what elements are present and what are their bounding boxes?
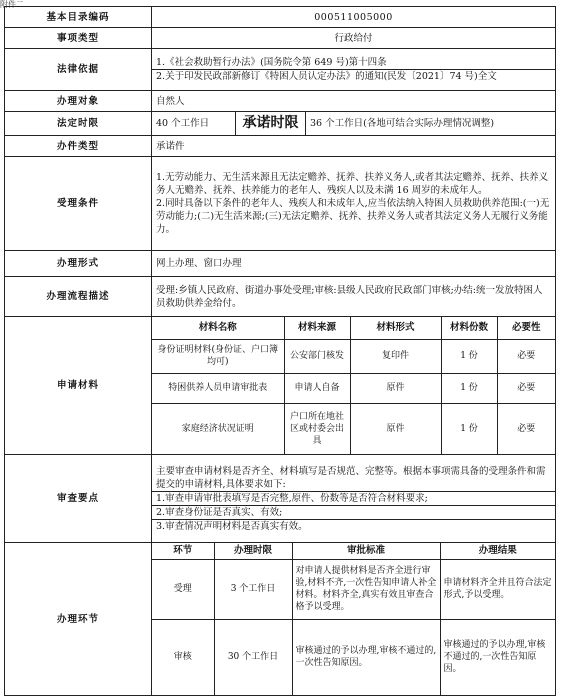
row-process-description xyxy=(5,277,556,317)
material-required: 必要 xyxy=(497,373,555,403)
label-case-type: 办件类型 xyxy=(5,136,152,157)
row-handling-steps xyxy=(5,543,556,696)
label-legal-basis: 法律依据 xyxy=(5,49,152,91)
row-application-materials xyxy=(5,317,556,455)
material-name: 家庭经济状况证明 xyxy=(152,403,284,454)
step-result: 审核通过的予以办理,审核不通过的,一次性告知原因。 xyxy=(440,619,555,695)
label-target: 办理对象 xyxy=(5,91,152,112)
label-review-points: 审查要点 xyxy=(5,455,152,543)
steps-table xyxy=(152,543,555,695)
page-header-fragment: 附件二 xyxy=(0,0,24,9)
material-name: 身份证明材料(身份证、户口簿均可) xyxy=(152,339,284,373)
materials-header-source: 材料来源 xyxy=(284,317,350,339)
row-target xyxy=(5,91,556,112)
steps-header-row xyxy=(152,543,555,559)
value-legal-time-limit: 40 个工作日 xyxy=(152,112,236,136)
step-time: 3 个工作日 xyxy=(214,559,292,619)
row-basic-code xyxy=(5,7,556,28)
row-acceptance-conditions xyxy=(5,157,556,251)
review-point-2: 2.审查身份证是否真实、有效; xyxy=(152,505,555,519)
materials-header-count: 材料份数 xyxy=(441,317,497,339)
steps-header-standard: 审批标准 xyxy=(292,543,440,559)
value-case-type: 承诺件 xyxy=(152,136,556,157)
row-time-limit xyxy=(5,112,556,136)
row-case-type xyxy=(5,136,556,157)
value-process-description: 受理:乡镇人民政府、街道办事处受理;审核:县级人民政府民政部门审核;办结:统一发放特困人员救助供养金给付。 xyxy=(152,277,556,317)
material-form: 原件 xyxy=(350,403,441,454)
label-acceptance-conditions: 受理条件 xyxy=(5,157,152,251)
step-result: 申请材料齐全并且符合法定形式,予以受理。 xyxy=(440,559,555,619)
materials-header-row xyxy=(152,317,555,339)
legal-basis-line-2: 2.关于印发民政部新修订《特困人员认定办法》的通知(民发〔2021〕74 号)全文 xyxy=(152,69,555,83)
label-item-type: 事项类型 xyxy=(5,28,152,49)
label-basic-code: 基本目录编码 xyxy=(5,7,152,28)
material-name: 特困供养人员申请审批表 xyxy=(152,373,284,403)
review-point-3: 3.审查情况声明材料是否真实有效。 xyxy=(152,519,555,533)
step-standard: 对申请人提供材料是否齐全进行审验,材料不齐,一次性告知申请人补全材料。材料齐全,真实有效且审查合格予以受理。 xyxy=(292,559,440,619)
table-row xyxy=(152,373,555,403)
steps-header-step: 环节 xyxy=(152,543,214,559)
material-count: 1 份 xyxy=(441,373,497,403)
value-promise-time-limit: 36 个工作日(各地可结合实际办理情况调整) xyxy=(306,112,556,136)
review-point-1: 1.审查申请审批表填写是否完整,原件、份数等是否符合材料要求; xyxy=(152,491,555,505)
legal-basis-line-1: 1.《社会救助暂行办法》(国务院令第 649 号)第十四条 xyxy=(156,57,387,68)
row-item-type xyxy=(5,28,556,49)
material-count: 1 份 xyxy=(441,403,497,454)
value-item-type: 行政给付 xyxy=(152,28,556,49)
label-handling-steps: 办理环节 xyxy=(5,543,152,696)
materials-table xyxy=(152,317,555,454)
step-standard: 审核通过的予以办理,审核不通过的,一次性告知原因。 xyxy=(292,619,440,695)
label-handling-form: 办理形式 xyxy=(5,251,152,277)
row-handling-form xyxy=(5,251,556,277)
material-form: 复印件 xyxy=(350,339,441,373)
table-row xyxy=(152,559,555,619)
materials-header-form: 材料形式 xyxy=(350,317,441,339)
table-row xyxy=(152,339,555,373)
steps-header-time: 办理时限 xyxy=(214,543,292,559)
value-handling-form: 网上办理、窗口办理 xyxy=(152,251,556,277)
material-form: 原件 xyxy=(350,373,441,403)
material-count: 1 份 xyxy=(441,339,497,373)
material-source: 户口所在地社区或村委会出具 xyxy=(284,403,350,454)
value-acceptance-conditions xyxy=(152,157,556,251)
value-basic-code: 000511005000 xyxy=(152,7,556,28)
service-info-table xyxy=(4,6,556,696)
step-name: 审核 xyxy=(152,619,214,695)
value-review-points xyxy=(152,455,556,543)
material-source: 申请人自备 xyxy=(284,373,350,403)
table-row xyxy=(152,619,555,695)
label-promise-time-limit: 承诺时限 xyxy=(236,112,306,136)
material-source: 公安部门核发 xyxy=(284,339,350,373)
steps-header-result: 办理结果 xyxy=(440,543,555,559)
value-target: 自然人 xyxy=(152,91,556,112)
condition-2: 2.同时具备以下条件的老年人、残疾人和未成年人,应当依法纳入特困人员救助供养范围:(一)无劳动能力;(二)无生活来源;(三)无法定赡养、抚养、扶养义务人或者其法定义务人无履行义务能力。 xyxy=(156,198,550,235)
label-legal-time-limit: 法定时限 xyxy=(5,112,152,136)
material-required: 必要 xyxy=(497,339,555,373)
label-application-materials: 申请材料 xyxy=(5,317,152,455)
label-process-description: 办理流程描述 xyxy=(5,277,152,317)
step-name: 受理 xyxy=(152,559,214,619)
value-legal-basis xyxy=(152,49,556,91)
row-legal-basis xyxy=(5,49,556,91)
materials-header-required: 必要性 xyxy=(497,317,555,339)
step-time: 30 个工作日 xyxy=(214,619,292,695)
review-intro: 主要审查申请材料是否齐全、材料填写是否规范、完整等。根据本事项需具备的受理条件和需提交的申请材料,具体要求如下: xyxy=(156,465,546,490)
material-required: 必要 xyxy=(497,403,555,454)
row-review-points xyxy=(5,455,556,543)
materials-header-name: 材料名称 xyxy=(152,317,284,339)
table-row xyxy=(152,403,555,454)
condition-1: 1.无劳动能力、无生活来源且无法定赡养、抚养、扶养义务人,或者其法定赡养、抚养、扶养义务人无赡养、抚养、扶养能力的老年人、残疾人以及未满 16 周岁的未成年人。 xyxy=(156,172,549,196)
